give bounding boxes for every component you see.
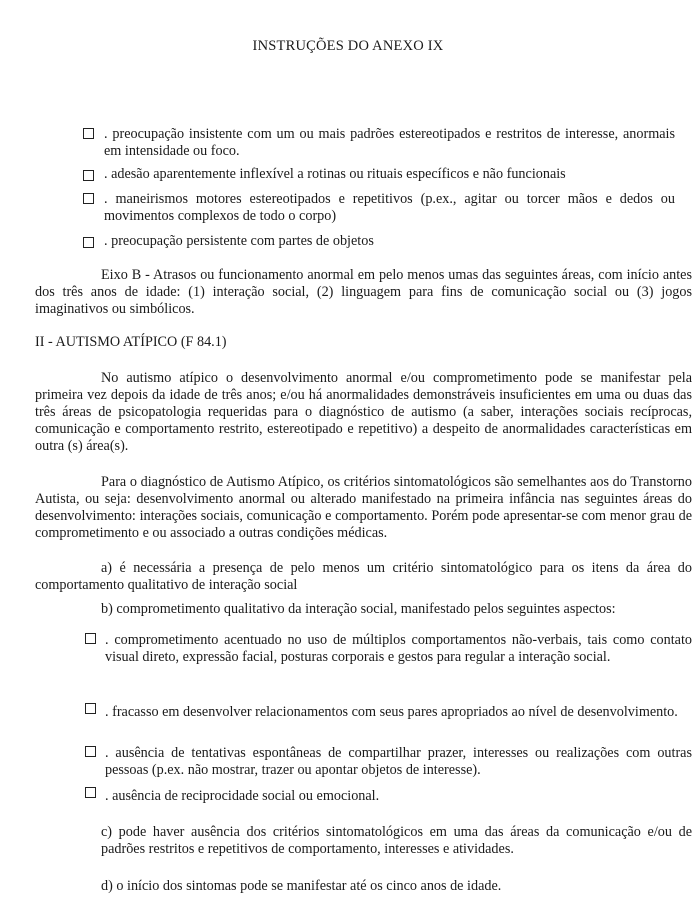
item-a: a) é necessária a presença de pelo menos um critério sintomatológico para os itens da área do comportamento qualitativo de interação social — [35, 560, 692, 593]
eixo-b-paragraph: Eixo B - Atrasos ou funcionamento anormal em pelo menos umas das seguintes áreas, com início antes dos três anos de idade: (1) interação social, (2) linguagem para fins de comunicação social ou (3) jogos imaginativos ou simbólicos. — [35, 267, 692, 317]
criteria-text: . preocupação persistente com partes de objetos — [104, 233, 374, 249]
criteria-text: . fracasso em desenvolver relacionamentos com seus pares apropriados ao nível de desenvolvimento. — [105, 704, 678, 720]
checkbox[interactable] — [85, 746, 96, 757]
checkbox[interactable] — [83, 128, 94, 139]
checkbox[interactable] — [83, 237, 94, 248]
item-b: b) comprometimento qualitativo da interação social, manifestado pelos seguintes aspectos: — [101, 601, 616, 617]
criteria-text: . comprometimento acentuado no uso de múltiplos comportamentos não-verbais, tais como contato visual direto, expressão facial, posturas corporais e gestos para regular a interação social. — [105, 632, 692, 665]
checkbox[interactable] — [85, 787, 96, 798]
criteria-text: . adesão aparentemente inflexível a rotinas ou rituais específicos e não funcionais — [104, 166, 566, 182]
section-heading: II - AUTISMO ATÍPICO (F 84.1) — [35, 334, 227, 350]
diagnosis-paragraph: Para o diagnóstico de Autismo Atípico, os critérios sintomatológicos são semelhantes aos do Transtorno Autista, ou seja: desenvolvimento anormal ou alterado manifestado na primeira infância nas seguintes áreas do desenvolvimento: interações sociais, comunicação e comportamento. Porém pode apresentar-se com menor grau de comprometimento e ou associado a outras condições médicas. — [35, 474, 692, 541]
checkbox[interactable] — [83, 170, 94, 181]
checkbox[interactable] — [85, 633, 96, 644]
criteria-text: . ausência de reciprocidade social ou emocional. — [105, 788, 380, 804]
criteria-text: . preocupação insistente com um ou mais padrões estereotipados e restritos de interesse, anormais em intensidade ou foco. — [104, 126, 675, 159]
item-d: d) o início dos sintomas pode se manifestar até os cinco anos de idade. — [101, 878, 502, 894]
item-c: c) pode haver ausência dos critérios sintomatológicos em uma das áreas da comunicação e/ou de padrões restritos e repetitivos de comportamento, interesses e atividades. — [101, 824, 692, 857]
checkbox[interactable] — [85, 703, 96, 714]
atypical-autism-paragraph: No autismo atípico o desenvolvimento anormal e/ou comprometimento pode se manifestar pela primeira vez depois da idade de três anos; e/ou há anormalidades demonstráveis insuficientes em uma ou duas das três áreas de psicopatologia requeridas para o diagnóstico de autismo (a saber, interações sociais recíprocas, comunicação e comportamento restrito, estereotipado e repetitivo) a despeito de anormalidades características em outra (s) área(s). — [35, 370, 692, 454]
criteria-text: . ausência de tentativas espontâneas de compartilhar prazer, interesses ou realizações com outras pessoas (p.ex. não mostrar, trazer ou apontar objetos de interesse). — [105, 745, 692, 778]
page-title: INSTRUÇÕES DO ANEXO IX — [252, 38, 444, 54]
criteria-text: . maneirismos motores estereotipados e repetitivos (p.ex., agitar ou torcer mãos e dedos ou movimentos complexos de todo o corpo) — [104, 191, 675, 224]
checkbox[interactable] — [83, 193, 94, 204]
